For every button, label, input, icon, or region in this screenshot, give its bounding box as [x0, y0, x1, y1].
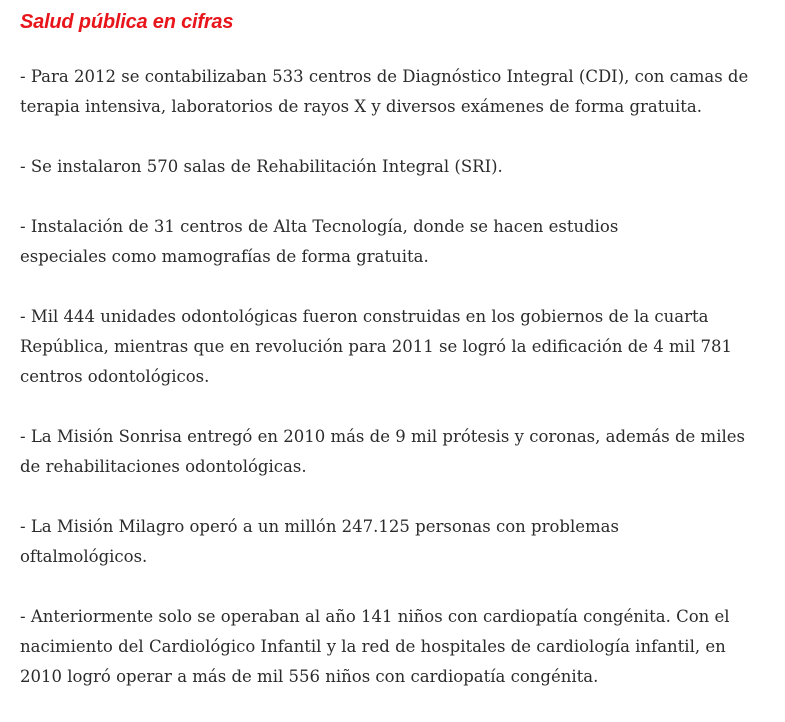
paragraph-mision-milagro	[20, 512, 780, 572]
paragraph-line: 2010 logró operar a más de mil 556 niños con cardiopatía congénita.	[20, 667, 599, 686]
paragraph-line: nacimiento del Cardiológico Infantil y la red de hospitales de cardiología infantil, en	[20, 637, 726, 656]
paragraph-line: - Se instalaron 570 salas de Rehabilitación Integral (SRI).	[20, 157, 503, 176]
paragraph-sri	[20, 152, 780, 182]
paragraph-mision-sonrisa	[20, 422, 780, 482]
paragraph-cdi	[20, 62, 780, 122]
paragraph-cardiologia	[20, 602, 780, 692]
paragraph-line: de rehabilitaciones odontológicas.	[20, 457, 307, 476]
paragraph-line: oftalmológicos.	[20, 547, 148, 566]
article	[20, 8, 780, 722]
paragraph-line: - Anteriormente solo se operaban al año 141 niños con cardiopatía congénita. Con el	[20, 607, 730, 626]
paragraph-line: - Para 2012 se contabilizaban 533 centros de Diagnóstico Integral (CDI), con camas de	[20, 67, 749, 86]
paragraph-line: terapia intensiva, laboratorios de rayos X y diversos exámenes de forma gratuita.	[20, 97, 703, 116]
paragraph-line: - La Misión Milagro operó a un millón 247.125 personas con problemas	[20, 517, 619, 536]
paragraph-line: especiales como mamografías de forma gratuita.	[20, 247, 429, 266]
paragraph-line: - Instalación de 31 centros de Alta Tecnología, donde se hacen estudios	[20, 217, 619, 236]
paragraph-line: República, mientras que en revolución para 2011 se logró la edificación de 4 mil 781	[20, 337, 732, 356]
paragraph-odontologia	[20, 302, 780, 392]
paragraph-line: centros odontológicos.	[20, 367, 210, 386]
paragraph-line: - La Misión Sonrisa entregó en 2010 más de 9 mil prótesis y coronas, además de miles	[20, 427, 745, 446]
paragraph-line: - Mil 444 unidades odontológicas fueron construidas en los gobiernos de la cuarta	[20, 307, 709, 326]
article-title: Salud pública en cifras	[20, 11, 234, 33]
paragraph-alta-tecnologia	[20, 212, 780, 272]
